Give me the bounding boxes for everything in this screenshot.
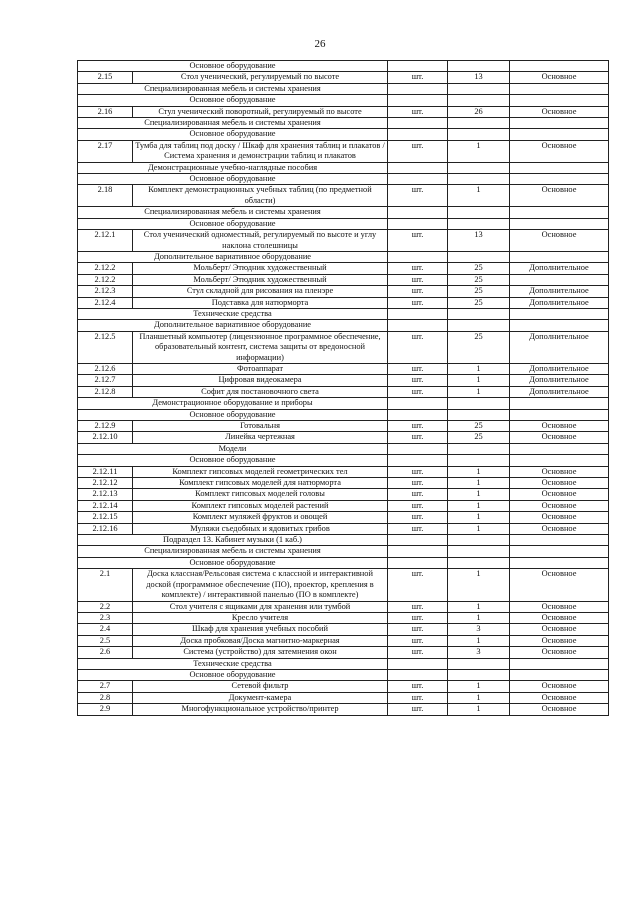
table-row xyxy=(78,363,609,374)
item-number: 2.1 xyxy=(78,569,133,601)
type-cell xyxy=(510,398,609,409)
item-name: Стол учителя с ящиками для хранения или тумбой xyxy=(133,601,388,612)
qty-cell xyxy=(448,129,510,140)
item-number: 2.9 xyxy=(78,704,133,715)
item-quantity: 13 xyxy=(448,72,510,83)
item-type: Дополнительное xyxy=(510,297,609,308)
section-row xyxy=(78,308,609,319)
item-number: 2.8 xyxy=(78,692,133,703)
item-unit: шт. xyxy=(388,466,448,477)
table-row xyxy=(78,274,609,285)
item-type: Дополнительное xyxy=(510,386,609,397)
qty-cell xyxy=(448,83,510,94)
type-cell xyxy=(510,83,609,94)
item-type: Основное xyxy=(510,432,609,443)
table-row xyxy=(78,478,609,489)
item-quantity: 26 xyxy=(448,106,510,117)
unit-cell xyxy=(388,308,448,319)
item-unit: шт. xyxy=(388,106,448,117)
item-unit: шт. xyxy=(388,386,448,397)
section-title: Демонстрационные учебно-наглядные пособия xyxy=(78,162,388,173)
qty-cell xyxy=(448,443,510,454)
item-type: Дополнительное xyxy=(510,331,609,363)
item-type: Основное xyxy=(510,185,609,207)
item-number: 2.12.2 xyxy=(78,274,133,285)
item-number: 2.12.6 xyxy=(78,363,133,374)
section-title: Основное оборудование xyxy=(78,409,388,420)
section-row xyxy=(78,251,609,262)
item-unit: шт. xyxy=(388,185,448,207)
section-title: Подраздел 13. Кабинет музыки (1 каб.) xyxy=(78,535,388,546)
section-title: Дополнительное вариативное оборудование xyxy=(78,320,388,331)
item-quantity: 1 xyxy=(448,692,510,703)
section-title: Основное оборудование xyxy=(78,557,388,568)
table-row xyxy=(78,624,609,635)
qty-cell xyxy=(448,118,510,129)
unit-cell xyxy=(388,443,448,454)
section-row xyxy=(78,658,609,669)
qty-cell xyxy=(448,455,510,466)
item-type: Основное xyxy=(510,72,609,83)
item-quantity: 1 xyxy=(448,512,510,523)
item-quantity: 1 xyxy=(448,635,510,646)
item-number: 2.15 xyxy=(78,72,133,83)
item-name: Фотоаппарат xyxy=(133,363,388,374)
item-quantity: 1 xyxy=(448,681,510,692)
item-quantity: 13 xyxy=(448,230,510,252)
table-row xyxy=(78,466,609,477)
section-title: Специализированная мебель и системы хранения xyxy=(78,83,388,94)
table-row xyxy=(78,512,609,523)
item-name: Стол ученический одноместный, регулируемый по высоте и углу наклона столешницы xyxy=(133,230,388,252)
type-cell xyxy=(510,218,609,229)
item-name: Тумба для таблиц под доску / Шкаф для хранения таблиц и плакатов / Система хранения и демонстрации таблиц и плакатов xyxy=(133,140,388,162)
item-name: Мольберт/ Этюдник художественный xyxy=(133,263,388,274)
item-type: Основное xyxy=(510,681,609,692)
item-number: 2.18 xyxy=(78,185,133,207)
item-quantity: 1 xyxy=(448,601,510,612)
qty-cell xyxy=(448,95,510,106)
type-cell xyxy=(510,443,609,454)
item-number: 2.4 xyxy=(78,624,133,635)
type-cell xyxy=(510,658,609,669)
qty-cell xyxy=(448,409,510,420)
section-row xyxy=(78,443,609,454)
item-unit: шт. xyxy=(388,140,448,162)
type-cell xyxy=(510,535,609,546)
item-name: Комплект гипсовых моделей растений xyxy=(133,500,388,511)
section-row xyxy=(78,129,609,140)
item-type: Основное xyxy=(510,489,609,500)
section-row xyxy=(78,669,609,680)
item-number: 2.12.15 xyxy=(78,512,133,523)
section-title: Основное оборудование xyxy=(78,95,388,106)
item-number: 2.12.7 xyxy=(78,375,133,386)
item-number: 2.6 xyxy=(78,647,133,658)
unit-cell xyxy=(388,409,448,420)
item-type: Основное xyxy=(510,500,609,511)
item-name: Стул складной для рисования на пленэре xyxy=(133,286,388,297)
table-row xyxy=(78,601,609,612)
item-name: Комплект гипсовых моделей головы xyxy=(133,489,388,500)
table-row xyxy=(78,681,609,692)
item-quantity: 25 xyxy=(448,331,510,363)
item-name: Доска классная/Рельсовая система с классной и интерактивной доской (программное обеспечение (ПО), проектор, крепления в комплекте) / интерактивной панелью (ПО в комплекте) xyxy=(133,569,388,601)
unit-cell xyxy=(388,95,448,106)
item-quantity: 1 xyxy=(448,466,510,477)
item-name: Стул ученический поворотный, регулируемый по высоте xyxy=(133,106,388,117)
unit-cell xyxy=(388,207,448,218)
type-cell xyxy=(510,320,609,331)
item-unit: шт. xyxy=(388,421,448,432)
unit-cell xyxy=(388,669,448,680)
item-quantity: 1 xyxy=(448,489,510,500)
page-number: 26 xyxy=(314,38,326,50)
item-name: Шкаф для хранения учебных пособий xyxy=(133,624,388,635)
section-row xyxy=(78,162,609,173)
table-row xyxy=(78,185,609,207)
unit-cell xyxy=(388,162,448,173)
item-type: Основное xyxy=(510,624,609,635)
table-row xyxy=(78,569,609,601)
type-cell xyxy=(510,557,609,568)
item-unit: шт. xyxy=(388,286,448,297)
item-unit: шт. xyxy=(388,331,448,363)
unit-cell xyxy=(388,174,448,185)
item-type: Основное xyxy=(510,692,609,703)
section-row xyxy=(78,557,609,568)
item-type: Основное xyxy=(510,512,609,523)
unit-cell xyxy=(388,535,448,546)
item-type: Основное xyxy=(510,523,609,534)
table-row xyxy=(78,704,609,715)
section-title: Специализированная мебель и системы хранения xyxy=(78,546,388,557)
table-row xyxy=(78,489,609,500)
item-number: 2.12.8 xyxy=(78,386,133,397)
item-type: Основное xyxy=(510,466,609,477)
item-quantity: 1 xyxy=(448,386,510,397)
item-name: Софит для постановочного света xyxy=(133,386,388,397)
table-row xyxy=(78,612,609,623)
item-quantity: 1 xyxy=(448,569,510,601)
item-quantity: 1 xyxy=(448,523,510,534)
section-row xyxy=(78,455,609,466)
item-type: Основное xyxy=(510,106,609,117)
unit-cell xyxy=(388,83,448,94)
item-quantity: 1 xyxy=(448,185,510,207)
qty-cell xyxy=(448,320,510,331)
item-number: 2.12.16 xyxy=(78,523,133,534)
section-title: Демонстрационное оборудование и приборы xyxy=(78,398,388,409)
qty-cell xyxy=(448,174,510,185)
item-unit: шт. xyxy=(388,512,448,523)
item-unit: шт. xyxy=(388,635,448,646)
qty-cell xyxy=(448,207,510,218)
type-cell xyxy=(510,174,609,185)
unit-cell xyxy=(388,658,448,669)
item-number: 2.12.9 xyxy=(78,421,133,432)
section-title: Дополнительное вариативное оборудование xyxy=(78,251,388,262)
section-title: Технические средства xyxy=(78,308,388,319)
item-quantity: 1 xyxy=(448,140,510,162)
qty-cell xyxy=(448,658,510,669)
table-row xyxy=(78,263,609,274)
item-number: 2.12.5 xyxy=(78,331,133,363)
unit-cell xyxy=(388,61,448,72)
qty-cell xyxy=(448,218,510,229)
item-name: Стол ученический, регулируемый по высоте xyxy=(133,72,388,83)
item-unit: шт. xyxy=(388,263,448,274)
unit-cell xyxy=(388,557,448,568)
section-row xyxy=(78,218,609,229)
table-row xyxy=(78,500,609,511)
type-cell xyxy=(510,162,609,173)
item-quantity: 1 xyxy=(448,375,510,386)
type-cell xyxy=(510,129,609,140)
section-title: Технические средства xyxy=(78,658,388,669)
item-quantity: 1 xyxy=(448,612,510,623)
item-type: Основное xyxy=(510,230,609,252)
section-title: Основное оборудование xyxy=(78,174,388,185)
item-type: Основное xyxy=(510,612,609,623)
item-name: Подставка для натюрморта xyxy=(133,297,388,308)
item-name: Комплект муляжей фруктов и овощей xyxy=(133,512,388,523)
unit-cell xyxy=(388,251,448,262)
item-name: Цифровая видеокамера xyxy=(133,375,388,386)
equipment-table-body xyxy=(78,61,609,716)
item-unit: шт. xyxy=(388,363,448,374)
item-number: 2.12.3 xyxy=(78,286,133,297)
item-quantity: 1 xyxy=(448,704,510,715)
item-quantity: 25 xyxy=(448,432,510,443)
section-title: Модели xyxy=(78,443,388,454)
item-unit: шт. xyxy=(388,432,448,443)
item-type: Основное xyxy=(510,601,609,612)
section-title: Специализированная мебель и системы хранения xyxy=(78,118,388,129)
item-quantity: 25 xyxy=(448,286,510,297)
item-quantity: 25 xyxy=(448,274,510,285)
table-row xyxy=(78,230,609,252)
item-unit: шт. xyxy=(388,274,448,285)
item-unit: шт. xyxy=(388,230,448,252)
section-row xyxy=(78,398,609,409)
section-row xyxy=(78,174,609,185)
unit-cell xyxy=(388,455,448,466)
item-number: 2.3 xyxy=(78,612,133,623)
section-title: Специализированная мебель и системы хранения xyxy=(78,207,388,218)
section-row xyxy=(78,320,609,331)
item-number: 2.12.2 xyxy=(78,263,133,274)
item-name: Комплект демонстрационных учебных таблиц (по предметной области) xyxy=(133,185,388,207)
item-name: Комплект гипсовых моделей для натюрморта xyxy=(133,478,388,489)
item-type: Дополнительное xyxy=(510,363,609,374)
item-name: Линейка чертежная xyxy=(133,432,388,443)
item-name: Доска пробковая/Доска магнитно-маркерная xyxy=(133,635,388,646)
item-type: Дополнительное xyxy=(510,263,609,274)
item-number: 2.12.13 xyxy=(78,489,133,500)
item-unit: шт. xyxy=(388,375,448,386)
item-unit: шт. xyxy=(388,647,448,658)
item-type: Основное xyxy=(510,635,609,646)
section-row xyxy=(78,118,609,129)
item-unit: шт. xyxy=(388,478,448,489)
table-row xyxy=(78,297,609,308)
item-number: 2.7 xyxy=(78,681,133,692)
qty-cell xyxy=(448,535,510,546)
unit-cell xyxy=(388,218,448,229)
item-type: Основное xyxy=(510,140,609,162)
table-row xyxy=(78,421,609,432)
type-cell xyxy=(510,118,609,129)
item-number: 2.12.1 xyxy=(78,230,133,252)
type-cell xyxy=(510,251,609,262)
item-unit: шт. xyxy=(388,500,448,511)
section-title: Основное оборудование xyxy=(78,455,388,466)
type-cell xyxy=(510,546,609,557)
item-quantity: 25 xyxy=(448,297,510,308)
item-quantity: 3 xyxy=(448,647,510,658)
qty-cell xyxy=(448,669,510,680)
item-quantity: 1 xyxy=(448,478,510,489)
section-title: Основное оборудование xyxy=(78,61,388,72)
item-name: Планшетный компьютер (лицензионное программное обеспечение, образовательный контент, система защиты от вредоносной информации) xyxy=(133,331,388,363)
type-cell xyxy=(510,95,609,106)
item-type: Основное xyxy=(510,647,609,658)
item-name: Документ-камера xyxy=(133,692,388,703)
section-row xyxy=(78,546,609,557)
item-quantity: 1 xyxy=(448,363,510,374)
item-quantity: 25 xyxy=(448,263,510,274)
item-number: 2.12.11 xyxy=(78,466,133,477)
section-row xyxy=(78,95,609,106)
item-number: 2.17 xyxy=(78,140,133,162)
item-unit: шт. xyxy=(388,601,448,612)
unit-cell xyxy=(388,398,448,409)
item-type: Основное xyxy=(510,704,609,715)
item-name: Многофункциональное устройство/принтер xyxy=(133,704,388,715)
section-row xyxy=(78,61,609,72)
table-row xyxy=(78,647,609,658)
section-title: Основное оборудование xyxy=(78,218,388,229)
unit-cell xyxy=(388,546,448,557)
section-title: Основное оборудование xyxy=(78,669,388,680)
section-row xyxy=(78,83,609,94)
qty-cell xyxy=(448,61,510,72)
table-row xyxy=(78,140,609,162)
item-type: Основное xyxy=(510,421,609,432)
type-cell xyxy=(510,409,609,420)
item-unit: шт. xyxy=(388,624,448,635)
item-type: Основное xyxy=(510,478,609,489)
type-cell xyxy=(510,455,609,466)
item-unit: шт. xyxy=(388,681,448,692)
section-row xyxy=(78,535,609,546)
qty-cell xyxy=(448,398,510,409)
table-row xyxy=(78,635,609,646)
equipment-table xyxy=(77,60,609,716)
item-name: Система (устройство) для затемнения окон xyxy=(133,647,388,658)
table-row xyxy=(78,375,609,386)
type-cell xyxy=(510,308,609,319)
item-name: Мольберт/ Этюдник художественный xyxy=(133,274,388,285)
item-name: Кресло учителя xyxy=(133,612,388,623)
table-row xyxy=(78,523,609,534)
table-row xyxy=(78,286,609,297)
table-row xyxy=(78,331,609,363)
item-unit: шт. xyxy=(388,569,448,601)
item-number: 2.12.12 xyxy=(78,478,133,489)
qty-cell xyxy=(448,546,510,557)
item-name: Комплект гипсовых моделей геометрических тел xyxy=(133,466,388,477)
item-name: Сетевой фильтр xyxy=(133,681,388,692)
qty-cell xyxy=(448,251,510,262)
item-name: Муляжи съедобных и ядовитых грибов xyxy=(133,523,388,534)
item-unit: шт. xyxy=(388,297,448,308)
item-unit: шт. xyxy=(388,489,448,500)
item-unit: шт. xyxy=(388,692,448,703)
qty-cell xyxy=(448,308,510,319)
item-unit: шт. xyxy=(388,72,448,83)
item-type: Дополнительное xyxy=(510,286,609,297)
table-row xyxy=(78,432,609,443)
item-number: 2.5 xyxy=(78,635,133,646)
item-number: 2.16 xyxy=(78,106,133,117)
item-number: 2.12.4 xyxy=(78,297,133,308)
unit-cell xyxy=(388,129,448,140)
table-row xyxy=(78,692,609,703)
item-unit: шт. xyxy=(388,704,448,715)
type-cell xyxy=(510,669,609,680)
item-number: 2.12.10 xyxy=(78,432,133,443)
section-row xyxy=(78,207,609,218)
item-number: 2.12.14 xyxy=(78,500,133,511)
item-quantity: 25 xyxy=(448,421,510,432)
table-row xyxy=(78,106,609,117)
table-row xyxy=(78,386,609,397)
qty-cell xyxy=(448,162,510,173)
item-quantity: 1 xyxy=(448,500,510,511)
unit-cell xyxy=(388,320,448,331)
unit-cell xyxy=(388,118,448,129)
item-quantity: 3 xyxy=(448,624,510,635)
item-type: Дополнительное xyxy=(510,375,609,386)
type-cell xyxy=(510,207,609,218)
item-unit: шт. xyxy=(388,612,448,623)
item-number: 2.2 xyxy=(78,601,133,612)
item-name: Готовальня xyxy=(133,421,388,432)
section-title: Основное оборудование xyxy=(78,129,388,140)
type-cell xyxy=(510,61,609,72)
item-unit: шт. xyxy=(388,523,448,534)
section-row xyxy=(78,409,609,420)
table-row xyxy=(78,72,609,83)
qty-cell xyxy=(448,557,510,568)
item-type: Основное xyxy=(510,569,609,601)
item-type xyxy=(510,274,609,285)
